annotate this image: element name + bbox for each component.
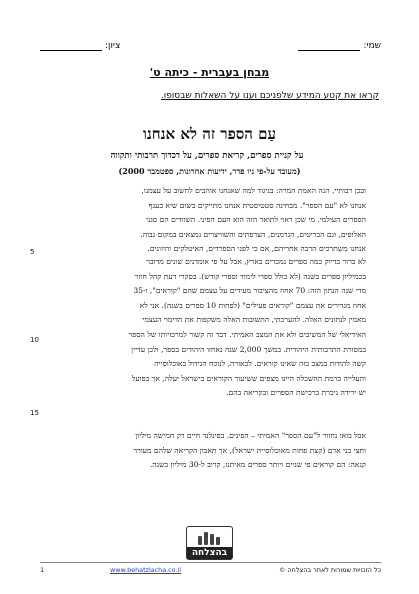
- text-line: אנחנו מִשְׂתרכים הרבה אחריהם, אם כי לפני הספרדים, האיטלקים והיוונים.: [147, 244, 366, 254]
- text-line: מאמין לנתונים האלה. להערכתי, התשובות האלה משקפות את הדימוי העצמי: [142, 315, 366, 325]
- text-line: בכמיליון ספרים בשנה (לא כולל ספרי לימוד וספרי קודש). בסקרי דעת קהל חוזר: [134, 271, 366, 281]
- text-line: והעלייה ברמת ההשכלה היינו מצפים ששיעור הקוראים בישראל יעלה, אך בפועל: [131, 373, 366, 383]
- text-line: קשה להודות במצב כזה שאינו קוראים. לכאורה, לנוכח הגידול באוכלוסייה: [154, 359, 366, 369]
- text-line: האידיאלי של המשיבים ולא את המצב האמיתי. דבר זה קשור למרכזיותו של הספר: [128, 329, 366, 339]
- books-icon: [195, 531, 225, 545]
- header-fields: [40, 40, 381, 54]
- text-line: לא ברור בדיוק כמה ספרים נמכרים בארץ, אבל על פי אומדנים שונים מדובר: [146, 257, 366, 266]
- article-subtitle: על קניית ספרים, קריאת ספרים, על דכדוך תרבותי ותקווה: [110, 151, 304, 161]
- paragraph-3: [44, 429, 366, 473]
- instruction: קראו את קטע המידע שלפניכם וענו על השאלות שבסופו.: [160, 91, 379, 101]
- text-line: הספרים העולמי. מי שכן ראוי לתואר הזה הוא העם הפיני. השוודים הם סגני: [145, 215, 366, 225]
- score-input-line[interactable]: [40, 40, 102, 51]
- line-number-15: 15: [30, 409, 39, 417]
- text-line: קנאה: הם קוראים פי שניים ויותר ספרים מאיתנו, קרוב ל-30 מיליון בשנה.: [149, 460, 366, 470]
- text-line: יש ירידה ניכרת ברכישת הספרים ובקריאה בהם.: [226, 388, 366, 398]
- text-line: אנחנו לא "עם הספר". מבחינה סטטיסטית אנחנו מתייקים בשום שיא בענף: [148, 200, 366, 210]
- paragraph-2: [44, 255, 366, 401]
- text-line: במסורת התרבותית היהודית. במשך 2,000 שנה נאחזו היהודים בספר, ולכן עדיין: [131, 344, 366, 354]
- score-label: ציון:: [105, 41, 121, 51]
- text-line: אחוז מגדירים את עצמם "קוראים פעילים" (לפחות 10 ספרים בשנה). אני לא: [139, 300, 366, 310]
- copyright-text: כל הזכויות שמורות לאתר בהצלחה ©: [279, 566, 381, 574]
- text-line: ובכן רבותיי, הנה האמת המרה: בניגוד למה שאנחנו אוהבים לחשוב על עצמנו,: [141, 186, 366, 195]
- score-field: [40, 40, 120, 51]
- footer: [40, 562, 381, 575]
- name-input-line[interactable]: [298, 40, 360, 51]
- article-source: (מעובד על-פי ניו פדר, ידיעות אחרונות, ספטמבר 2000): [118, 166, 301, 176]
- page-number: 1: [40, 566, 45, 574]
- paragraph-1: [44, 184, 366, 257]
- line-number-5: 5: [30, 248, 35, 256]
- site-link[interactable]: www.behatzlacha.co.il: [110, 566, 182, 574]
- text-line: אבל בואו נחזור ל"עם הספר" האמיתי – הפינים. בפינלנד חיים רק חמישה מיליון: [135, 431, 366, 440]
- name-label: שמי:: [363, 41, 381, 51]
- line-number-10: 10: [30, 336, 39, 344]
- text-line: האלופים, וגם הבריטים, הגרמנים, הצרפתים והשוויצרים נמצאים במקום גבוה.: [140, 229, 366, 239]
- text-line: וחצי בני אדם (קצת פחות מאוכלוסיית ישראל), אך תאבון הקריאה שלהם מעורר: [133, 445, 366, 455]
- text-line: מדי שנה הנתון הזה: 70 אחוז מהציבור מעידים על עצמם שהם "קוראים", ו-35: [133, 286, 366, 296]
- behatzlacha-logo: [186, 526, 233, 560]
- logo-text: בהצלחה: [187, 547, 232, 559]
- article-title: עַם הספר זה לא אנחנו: [143, 125, 276, 143]
- exam-title: מבחן בעברית - כיתה ט': [149, 66, 270, 79]
- name-field: [298, 40, 381, 51]
